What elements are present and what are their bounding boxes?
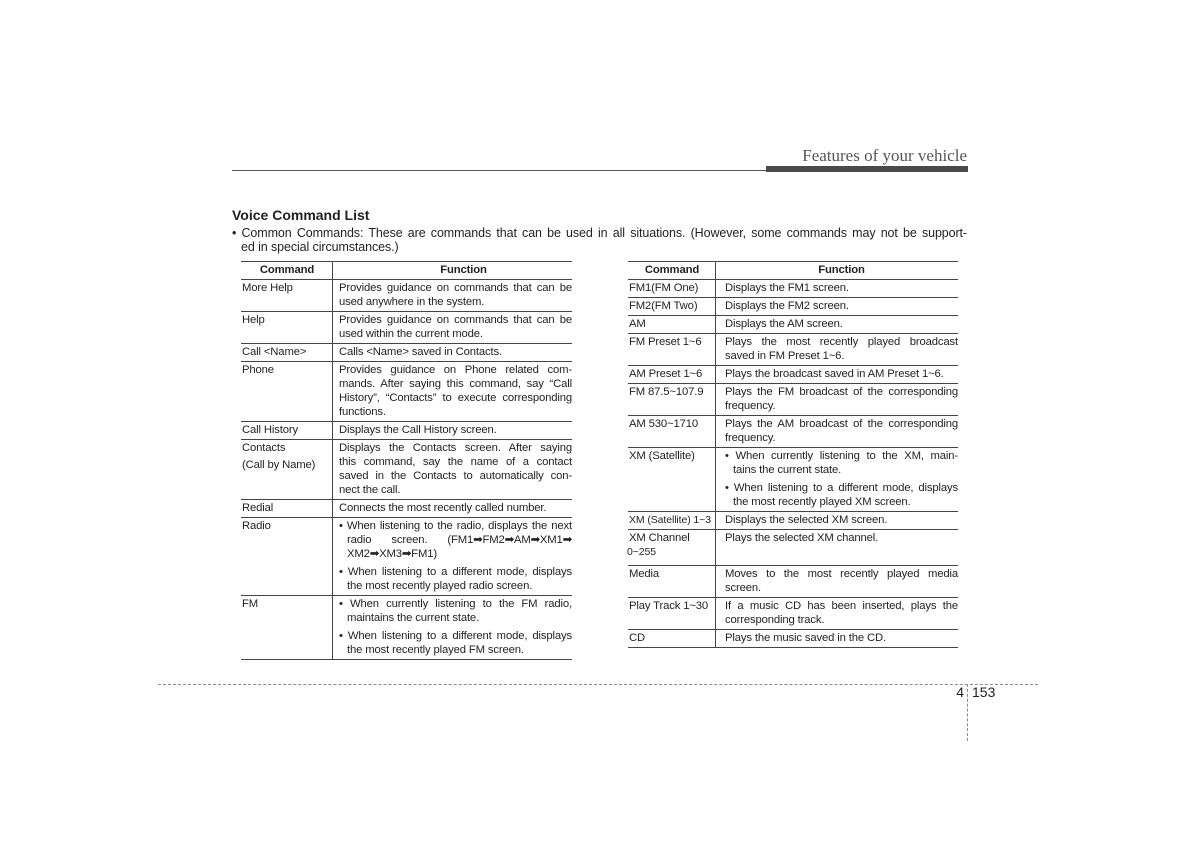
command-text: FM: [242, 598, 259, 610]
function-paragraph: [339, 281, 572, 309]
function-text: If a music CD has been inserted, plays the: [725, 600, 958, 612]
function-paragraph: [339, 501, 572, 515]
command-cell: [628, 416, 716, 447]
function-paragraph: [339, 345, 572, 359]
command-cell: [628, 316, 716, 333]
command-text: FM1(FM One): [629, 282, 699, 294]
table-row: [241, 362, 572, 422]
command-text: FM2(FM Two): [629, 300, 698, 312]
function-text: Displays the Contacts screen. After saying: [339, 442, 572, 454]
table-row: [628, 448, 958, 512]
command-text: CD: [629, 632, 646, 644]
function-text: Plays the music saved in the CD.: [725, 632, 886, 644]
function-text: Calls <Name> saved in Contacts.: [339, 346, 502, 358]
command-text: Media: [629, 568, 660, 580]
voice-command-table-right: [628, 261, 958, 648]
function-paragraph: [725, 335, 958, 363]
table-row: [628, 366, 958, 384]
function-cell: [333, 362, 572, 421]
header-rule: [232, 170, 766, 171]
command-cell: [241, 440, 333, 499]
function-paragraph: [725, 317, 958, 331]
function-text: Displays the FM2 screen.: [725, 300, 849, 312]
function-paragraph: [725, 513, 958, 527]
table-row: [241, 596, 572, 660]
command-text: Help: [242, 314, 265, 326]
page-number: 153: [972, 684, 996, 700]
function-text: Displays the AM screen.: [725, 318, 843, 330]
intro-line: ed in special circumstances.): [241, 240, 399, 254]
function-text: nect the call.: [339, 484, 401, 496]
table-header-row: [241, 262, 572, 280]
bullet-item: [725, 449, 958, 477]
function-text: Plays the FM broadcast of the corresponding: [725, 386, 958, 398]
table-row: [628, 512, 958, 530]
function-text: used anywhere in the system.: [339, 296, 485, 308]
function-paragraph: [339, 441, 572, 497]
function-cell: [333, 422, 572, 439]
command-cell: [628, 598, 716, 629]
table-row: [628, 316, 958, 334]
bullet-text: • When currently listening to the XM, main-: [725, 450, 958, 462]
bullet-item: [339, 565, 572, 593]
command-cell: [628, 512, 716, 529]
function-text: screen.: [725, 582, 761, 594]
function-cell: [716, 530, 958, 565]
table-row: [241, 344, 572, 362]
table-row: [241, 280, 572, 312]
table-row: [628, 630, 958, 648]
function-paragraph: [339, 313, 572, 341]
column-header-function: Function: [818, 264, 865, 276]
bullet-text: maintains the current state.: [347, 612, 480, 624]
command-cell: [241, 280, 333, 311]
command-text: XM (Satellite): [629, 450, 695, 462]
function-cell: [333, 344, 572, 361]
function-cell: [333, 440, 572, 499]
function-text: functions.: [339, 406, 386, 418]
command-text: AM: [629, 318, 646, 330]
function-text: Moves to the most recently played media: [725, 568, 958, 580]
command-cell: [241, 362, 333, 421]
command-text: 0~255: [627, 546, 656, 558]
bullet-text: the most recently played FM screen.: [347, 644, 524, 656]
command-cell: [628, 334, 716, 365]
function-text: mands. After saying this command, say “Call: [339, 378, 572, 390]
function-cell: [716, 366, 958, 383]
command-text: Phone: [242, 364, 274, 376]
function-cell: [716, 512, 958, 529]
function-text: Displays the Call History screen.: [339, 424, 497, 436]
command-text: Call History: [242, 424, 298, 436]
function-paragraph: [725, 567, 958, 595]
command-cell: [241, 518, 333, 595]
bullet-item: [339, 629, 572, 657]
table-row: [241, 518, 572, 596]
command-text: XM Channel: [629, 532, 690, 544]
function-cell: [333, 312, 572, 343]
function-text: frequency.: [725, 400, 776, 412]
function-paragraph: [725, 417, 958, 445]
command-text: Contacts: [242, 442, 286, 454]
function-cell: [716, 630, 958, 647]
command-text: FM Preset 1~6: [629, 336, 702, 348]
function-cell: [333, 518, 572, 595]
function-cell: [716, 598, 958, 629]
function-text: Plays the selected XM channel.: [725, 532, 879, 544]
function-text: Plays the broadcast saved in AM Preset 1~6.: [725, 368, 944, 380]
command-text: Redial: [242, 502, 274, 514]
command-text: Call <Name>: [242, 346, 307, 358]
header-accent-bar: [766, 166, 968, 172]
function-paragraph: [725, 281, 958, 295]
command-cell: [628, 448, 716, 511]
function-paragraph: [725, 531, 958, 545]
intro-paragraph: [232, 226, 967, 254]
table-row: [628, 384, 958, 416]
function-paragraph: [725, 631, 958, 645]
function-text: History”, “Contacts” to execute corresponding: [339, 392, 572, 404]
table-row: [241, 440, 572, 500]
function-paragraph: [725, 367, 958, 381]
bullet-text: XM2➡XM3➡FM1): [347, 548, 437, 560]
function-paragraph: [339, 423, 572, 437]
bullet-text: • When listening to a different mode, displays: [725, 482, 958, 494]
function-cell: [716, 448, 958, 511]
command-cell: [241, 312, 333, 343]
bullet-text: tains the current state.: [733, 464, 842, 476]
function-cell: [716, 416, 958, 447]
function-cell: [716, 334, 958, 365]
command-text: (Call by Name): [242, 459, 316, 471]
column-header-command: Command: [241, 262, 333, 279]
function-text: Provides guidance on commands that can be: [339, 282, 572, 294]
command-text: Radio: [242, 520, 271, 532]
function-text: Plays the most recently played broadcast: [725, 336, 958, 348]
function-cell: [716, 566, 958, 597]
bullet-text: • When currently listening to the FM radio,: [339, 598, 572, 610]
command-text: AM 530~1710: [629, 418, 699, 430]
function-cell: [716, 280, 958, 297]
function-text: Provides guidance on commands that can be: [339, 314, 572, 326]
function-text: frequency.: [725, 432, 776, 444]
chapter-header-title: Features of your vehicle: [802, 146, 967, 165]
function-paragraph: [725, 385, 958, 413]
command-text: XM (Satellite) 1~3: [629, 514, 711, 526]
bullet-text: • When listening to a different mode, displays: [339, 630, 572, 642]
footer-dashed-divider: [967, 684, 968, 741]
command-text: FM 87.5~107.9: [629, 386, 704, 398]
function-text: Displays the FM1 screen.: [725, 282, 849, 294]
table-row: [628, 334, 958, 366]
table-row: [241, 312, 572, 344]
table-row: [628, 280, 958, 298]
command-cell: [241, 596, 333, 659]
table-row: [628, 530, 958, 566]
command-cell: [241, 500, 333, 517]
voice-command-table-left: [241, 261, 572, 660]
bullet-text: the most recently played XM screen.: [733, 496, 911, 508]
function-text: Provides guidance on Phone related com-: [339, 364, 572, 376]
function-cell: [333, 280, 572, 311]
table-row: [628, 298, 958, 316]
bullet-item: [725, 481, 958, 509]
function-text: Displays the selected XM screen.: [725, 514, 888, 526]
command-cell: [628, 384, 716, 415]
function-text: Connects the most recently called number.: [339, 502, 547, 514]
function-text: used within the current mode.: [339, 328, 483, 340]
command-text: Play Track 1~30: [629, 600, 709, 612]
command-text: AM Preset 1~6: [629, 368, 703, 380]
command-text: More Help: [242, 282, 293, 294]
function-cell: [333, 500, 572, 517]
table-header-row: [628, 262, 958, 280]
function-cell: [716, 316, 958, 333]
command-cell: [628, 366, 716, 383]
table-row: [241, 422, 572, 440]
command-cell: [241, 422, 333, 439]
table-row: [628, 598, 958, 630]
footer-dashed-rule: [158, 684, 1038, 685]
bullet-item: [339, 519, 572, 561]
function-text: saved in FM Preset 1~6.: [725, 350, 845, 362]
function-cell: [716, 298, 958, 315]
function-paragraph: [339, 363, 572, 419]
bullet-text: • When listening to the radio, displays the next: [339, 520, 572, 532]
table-row: [628, 416, 958, 448]
function-cell: [333, 596, 572, 659]
column-header-function: Function: [440, 264, 487, 276]
command-cell: [628, 630, 716, 647]
table-row: [241, 500, 572, 518]
function-text: corresponding track.: [725, 614, 825, 626]
command-cell: [241, 344, 333, 361]
function-paragraph: [725, 299, 958, 313]
function-paragraph: [725, 599, 958, 627]
chapter-number: 4: [956, 684, 964, 700]
bullet-text: • When listening to a different mode, displays: [339, 566, 572, 578]
function-text: saved in the Contacts to automatically con-: [339, 470, 572, 482]
table-row: [628, 566, 958, 598]
function-text: this command, say the name of a contact: [339, 456, 572, 468]
bullet-item: [339, 597, 572, 625]
function-text: Plays the AM broadcast of the corresponding: [725, 418, 958, 430]
intro-line: • Common Commands: These are commands that can be used in all situations. (However, some commands may not be support-: [232, 226, 967, 240]
command-cell: [628, 530, 716, 565]
command-cell: [628, 566, 716, 597]
command-cell: [628, 280, 716, 297]
bullet-text: the most recently played radio screen.: [347, 580, 533, 592]
command-cell: [628, 298, 716, 315]
column-header-command: Command: [628, 262, 716, 279]
bullet-text: radio screen. (FM1➡FM2➡AM➡XM1➡: [347, 534, 572, 546]
function-cell: [716, 384, 958, 415]
section-heading: Voice Command List: [232, 207, 370, 223]
